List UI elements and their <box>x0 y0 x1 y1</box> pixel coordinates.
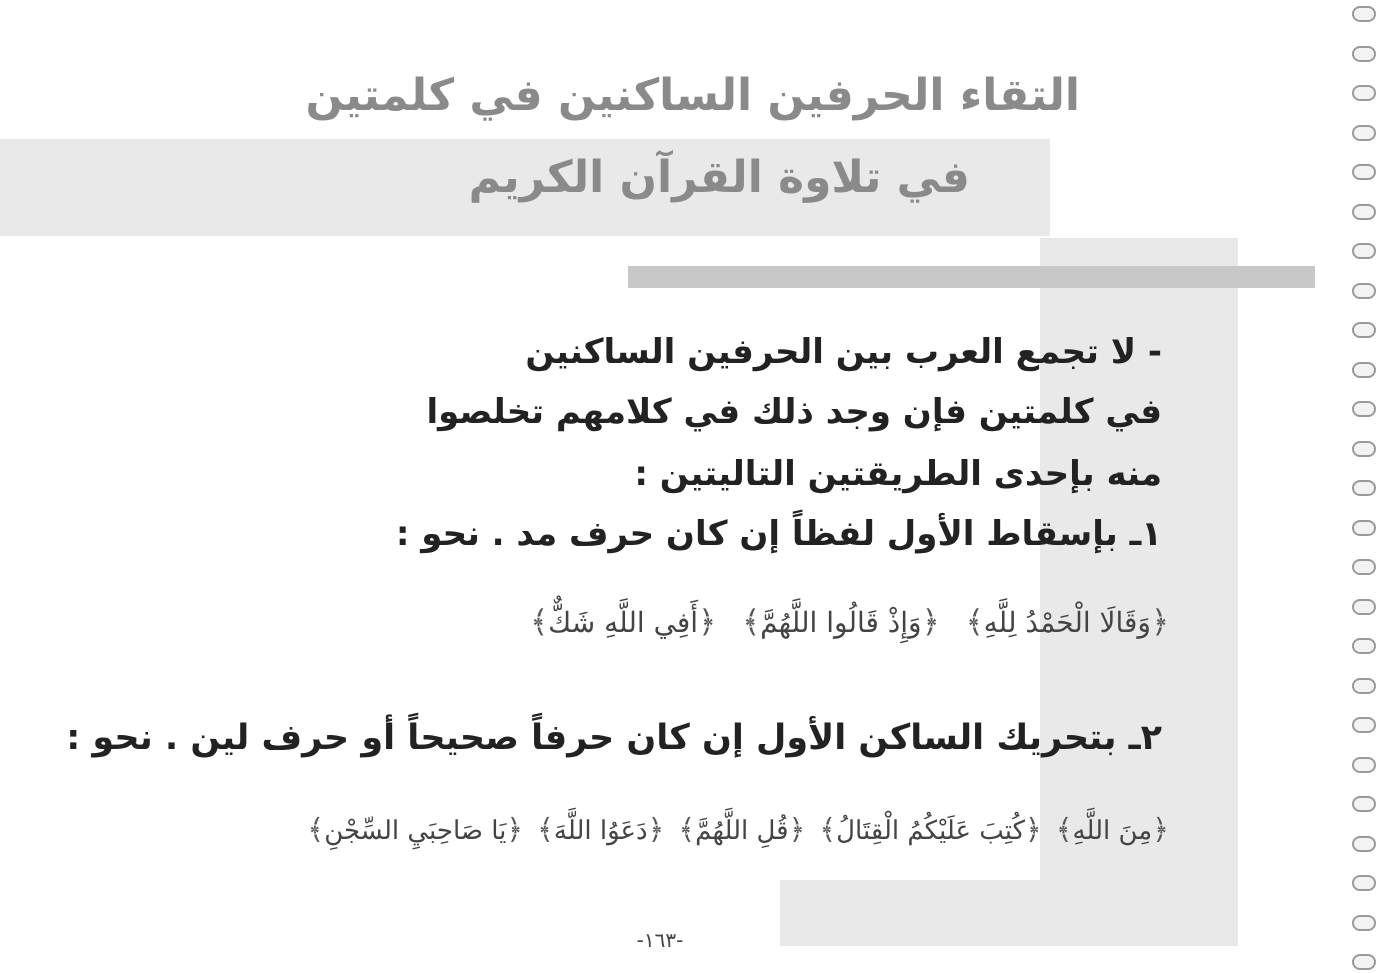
bottom-background-band <box>780 880 1238 946</box>
binding-ring <box>1352 362 1376 378</box>
body-line-3: منه بإحدى الطريقتين التاليتين : <box>634 454 1162 494</box>
binding-ring <box>1352 954 1376 970</box>
rule-1-examples <box>530 604 1169 640</box>
binding-ring <box>1352 559 1376 575</box>
verse-example: ﴿وَإِذْ قَالُوا اللَّهُمَّ﴾ <box>742 604 940 640</box>
verse-example: ﴿دَعَوُا اللَّهَ﴾ <box>537 812 665 846</box>
binding-ring <box>1352 322 1376 338</box>
title-line-2: في تلاوة القرآن الكريم <box>468 152 970 203</box>
verse-example: ﴿كُتِبَ عَلَيْكُمُ الْقِتَالُ﴾ <box>819 812 1042 846</box>
binding-ring <box>1352 796 1376 812</box>
verse-text: قُلِ اللَّهُمَّ <box>695 816 789 846</box>
verse-example: ﴿وَقَالَا الْحَمْدُ لِلَّهِ﴾ <box>965 604 1169 640</box>
binding-ring <box>1352 243 1376 259</box>
verse-text: يَا صَاحِبَيِ السِّجْنِ <box>324 816 507 846</box>
binding-ring <box>1352 480 1376 496</box>
verse-example: ﴿قُلِ اللَّهُمَّ﴾ <box>678 812 806 846</box>
verse-text: أَفِي اللَّهِ شَكٌّ <box>548 606 699 639</box>
divider-bar <box>628 266 1315 288</box>
verse-example: ﴿مِنَ اللَّهِ﴾ <box>1055 812 1169 846</box>
binding-ring <box>1352 678 1376 694</box>
verse-text: وَإِذْ قَالُوا اللَّهُمَّ <box>760 606 922 639</box>
rule-1-heading: ١ـ بإسقاط الأول لفظاً إن كان حرف مد . نحو : <box>395 514 1162 554</box>
binding-ring <box>1352 717 1376 733</box>
title-line-1: التقاء الحرفين الساكنين في كلمتين <box>305 70 1080 121</box>
binding-ring <box>1352 85 1376 101</box>
binding-ring <box>1352 283 1376 299</box>
binding-ring <box>1352 164 1376 180</box>
binding-ring <box>1352 46 1376 62</box>
verse-text: دَعَوُا اللَّهَ <box>553 816 648 846</box>
binding-ring <box>1352 915 1376 931</box>
binding-ring <box>1352 204 1376 220</box>
body-line-2: في كلمتين فإن وجد ذلك في كلامهم تخلصوا <box>426 392 1162 432</box>
binding-ring <box>1352 520 1376 536</box>
spiral-binding <box>1350 0 1384 973</box>
rule-2-heading: ٢ـ بتحريك الساكن الأول إن كان حرفاً صحيحاً أو حرف لين . نحو : <box>66 718 1162 758</box>
verse-example: ﴿يَا صَاحِبَيِ السِّجْنِ﴾ <box>307 812 524 846</box>
body-line-1: - لا تجمع العرب بين الحرفين الساكنين <box>525 332 1162 372</box>
binding-ring <box>1352 599 1376 615</box>
verse-text: كُتِبَ عَلَيْكُمُ الْقِتَالُ <box>836 816 1026 846</box>
binding-ring <box>1352 875 1376 891</box>
binding-ring <box>1352 441 1376 457</box>
binding-ring <box>1352 125 1376 141</box>
page-number: -١٦٣- <box>636 928 684 952</box>
binding-ring <box>1352 757 1376 773</box>
binding-ring <box>1352 638 1376 654</box>
rule-2-examples <box>307 812 1169 846</box>
verse-text: مِنَ اللَّهِ <box>1072 816 1153 846</box>
verse-text: وَقَالَا الْحَمْدُ لِلَّهِ <box>983 606 1151 639</box>
binding-ring <box>1352 836 1376 852</box>
verse-example: ﴿أَفِي اللَّهِ شَكٌّ﴾ <box>530 604 717 640</box>
binding-ring <box>1352 6 1376 22</box>
binding-ring <box>1352 401 1376 417</box>
